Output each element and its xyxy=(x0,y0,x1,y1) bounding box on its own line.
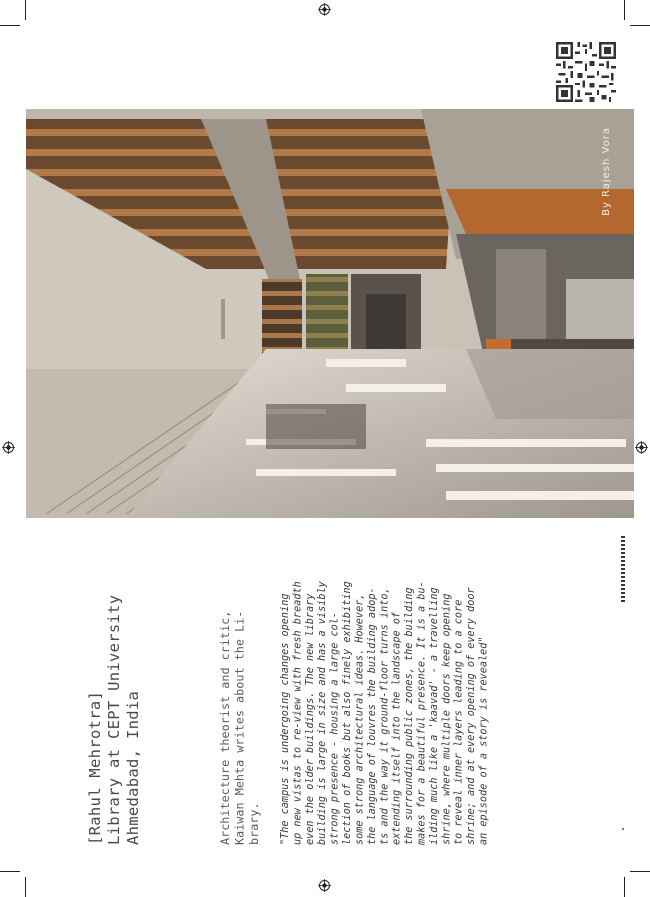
quote-line: the surrounding public zones, the building xyxy=(404,587,416,845)
registration-mark-icon xyxy=(2,441,15,454)
registration-mark-icon xyxy=(318,3,331,16)
photo-credit: By Rajesh Vora xyxy=(601,127,612,216)
crop-mark xyxy=(630,871,650,872)
crop-mark xyxy=(0,25,20,26)
article-title xyxy=(86,545,143,845)
registration-mark-icon xyxy=(318,879,331,892)
photo-illustration xyxy=(26,109,634,518)
crop-mark xyxy=(630,25,650,26)
quote-line: shrine; and at every opening of every door xyxy=(466,587,478,845)
quote-line: some strong architectural ideas. However, xyxy=(354,593,366,845)
crop-mark xyxy=(25,0,26,20)
quote-line: up new vistas to re-view with fresh breadth xyxy=(292,581,304,845)
intro-line: Kaiwan Mehta writes about the Li- xyxy=(232,610,247,845)
page-marker xyxy=(621,536,625,602)
quote-line: makes for a beautiful presence. It is a bu- xyxy=(416,581,428,845)
architect-name: [Rahul Mehrotra] xyxy=(86,690,104,845)
library-photo xyxy=(26,109,634,518)
registration-mark-icon xyxy=(635,441,648,454)
intro-line: Architecture theorist and critic, xyxy=(218,610,232,845)
quote-text xyxy=(280,545,491,845)
quote-line: lection of books but also finely exhibiting xyxy=(342,581,354,845)
project-name: Library at CEPT University xyxy=(105,594,123,845)
quote-line: "The campus is undergoing changes opening xyxy=(280,593,291,845)
quote-line: even the older buildings. The new library xyxy=(304,593,316,845)
quote-line: ts and the way it ground-floor turns into, xyxy=(379,587,391,845)
crop-mark xyxy=(0,871,20,872)
page-dot xyxy=(622,828,624,830)
quote-line: the language of louvres the building adop- xyxy=(366,587,378,845)
project-location: Ahmedabad, India xyxy=(124,690,142,845)
quote-line: building is large in size and has a visibly xyxy=(317,581,329,845)
quote-line: shrine, where multiple doors keep opening xyxy=(441,593,453,845)
quote-line: to reveal inner layers leading to a core xyxy=(453,599,465,845)
quote-line: extending itself into the landscape of xyxy=(391,611,403,845)
crop-mark xyxy=(624,877,625,897)
quote-line: ilding much like a 'kaavad' - a travelling xyxy=(428,587,440,845)
crop-mark xyxy=(624,0,625,20)
quote-line: an episode of a story is revealed" xyxy=(478,636,490,845)
intro-text xyxy=(218,545,262,845)
quote-line: strong presence - housing a large col- xyxy=(329,611,341,845)
intro-line: brary. xyxy=(247,802,261,845)
crop-mark xyxy=(25,877,26,897)
qr-code-icon[interactable] xyxy=(556,42,616,102)
